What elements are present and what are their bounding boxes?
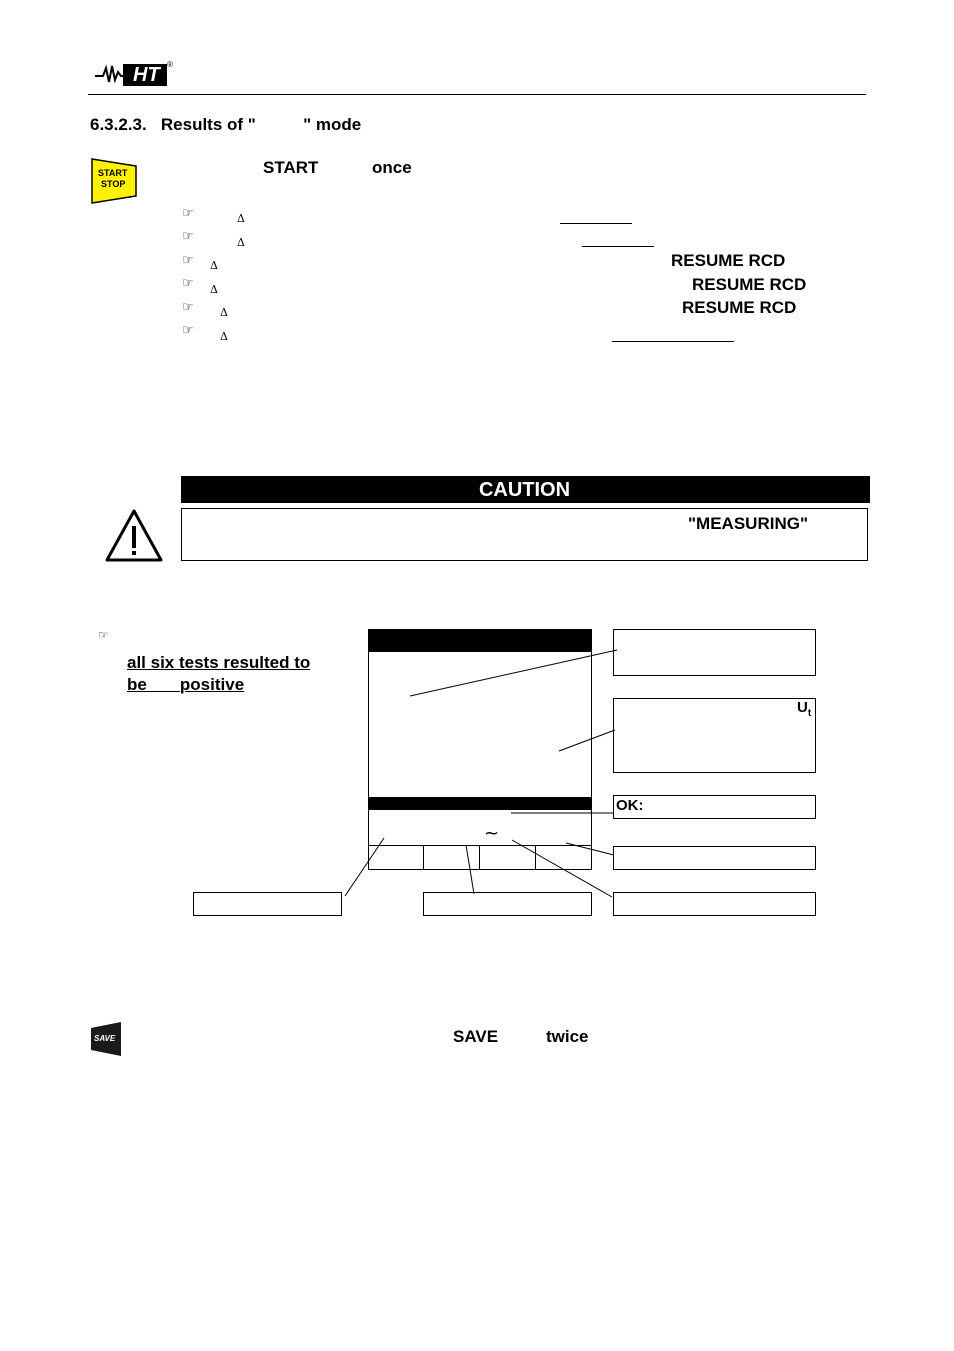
registered-mark: ® xyxy=(167,60,173,69)
resume-rcd-label: RESUME RCD xyxy=(692,275,807,294)
save-key-icon xyxy=(91,1022,121,1056)
measuring-label: "MEASURING" xyxy=(688,514,809,533)
delta-symbol: Δ xyxy=(237,236,245,249)
ut-sub: t xyxy=(807,708,812,719)
section-title: 6.3.2.3. Results of " " mode xyxy=(90,115,362,134)
pointing-hand-icon: ☞ xyxy=(182,276,194,291)
note-word-positive: positive xyxy=(179,675,245,694)
once-word: once xyxy=(372,158,412,177)
resume-rcd-label: RESUME RCD xyxy=(682,298,797,317)
start-key-label: START xyxy=(98,168,128,178)
delta-symbol: Δ xyxy=(220,306,228,319)
stop-key-label: STOP xyxy=(101,179,126,189)
ut-main: U xyxy=(797,699,808,716)
resume-rcd-label: RESUME RCD xyxy=(671,251,786,270)
delta-symbol: Δ xyxy=(237,212,245,225)
pointing-hand-icon: ☞ xyxy=(182,300,194,315)
note-word-be: be xyxy=(127,675,147,694)
pointing-hand-icon: ☞ xyxy=(182,253,194,268)
logo-text: HT xyxy=(133,64,160,86)
delta-symbol: Δ xyxy=(220,330,228,343)
delta-symbol: Δ xyxy=(210,283,218,296)
pointing-hand-icon: ☞ xyxy=(182,323,194,338)
ok-label: OK: xyxy=(616,797,644,814)
save-key-label: SAVE xyxy=(94,1034,116,1043)
pointing-hand-icon: ☞ xyxy=(182,229,194,244)
save-word: SAVE xyxy=(453,1027,499,1046)
delta-symbol: Δ xyxy=(210,259,218,272)
start-word: START xyxy=(263,158,319,177)
pointing-hand-icon: ☞ xyxy=(98,628,109,642)
twice-word: twice xyxy=(546,1027,589,1046)
caution-title: CAUTION xyxy=(181,476,868,503)
pointing-hand-icon: ☞ xyxy=(182,206,194,221)
ac-wave-symbol: ~ xyxy=(484,823,500,844)
note-line-1: all six tests resulted to xyxy=(127,653,311,672)
